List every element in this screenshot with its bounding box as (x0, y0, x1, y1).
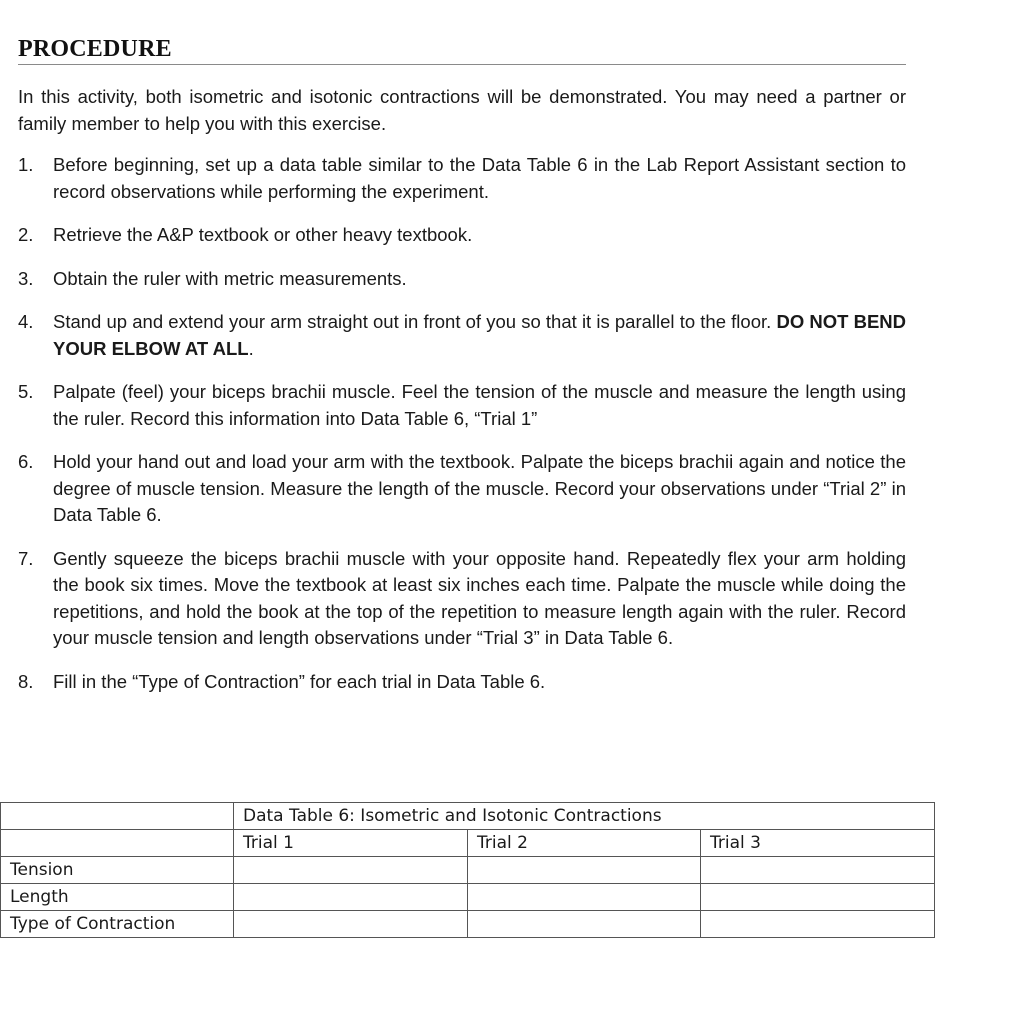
column-header-trial-1: Trial 1 (234, 830, 468, 857)
cell-tension-trial-1[interactable] (234, 857, 468, 884)
step-item (18, 266, 906, 293)
step-warning: DO NOT BEND YOUR ELBOW AT ALL (53, 311, 907, 359)
cell-type-trial-3[interactable] (701, 911, 935, 938)
cell-tension-trial-2[interactable] (468, 857, 701, 884)
table-header-blank (1, 830, 234, 857)
step-number: 7. (18, 547, 34, 569)
step-number: 4. (18, 311, 34, 332)
step-text: Hold your hand out and load your arm with the textbook. Palpate the biceps brachii again and notice the degree of muscle tension. Measure the length of the muscle. Record your observations under “Trial 2” in Data Table 6. (53, 451, 906, 525)
step-number: 8. (18, 670, 34, 692)
section-heading: PROCEDURE (18, 35, 906, 65)
step-number: 6. (18, 451, 34, 472)
step-item (18, 309, 906, 362)
step-text (53, 311, 906, 359)
procedure-steps (18, 152, 906, 712)
cell-length-trial-2[interactable] (468, 884, 701, 911)
cell-type-trial-2[interactable] (468, 911, 701, 938)
step-text: Fill in the “Type of Contraction” for each trial in Data Table 6. (53, 670, 546, 692)
step-text-main: Stand up and extend your arm straight out in front of you so that it is parallel to the floor. (53, 311, 772, 332)
table-row (1, 911, 935, 938)
step-text: Palpate (feel) your biceps brachii muscle. Feel the tension of the muscle and measure the length using the ruler. Record this information into Data Table 6, “Trial 1” (53, 381, 906, 429)
step-text: Before beginning, set up a data table similar to the Data Table 6 in the Lab Report Assistant section to record observations while performing the experiment. (53, 154, 906, 202)
step-number: 5. (18, 381, 34, 402)
column-header-trial-3: Trial 3 (701, 830, 935, 857)
step-text: Retrieve the A&P textbook or other heavy textbook. (53, 224, 473, 245)
cell-tension-trial-3[interactable] (701, 857, 935, 884)
row-label-type-of-contraction: Type of Contraction (1, 911, 234, 938)
step-item (18, 546, 906, 652)
step-item (18, 669, 906, 696)
step-text: Gently squeeze the biceps brachii muscle with your opposite hand. Repeatedly flex your arm holding the book six times. Move the textbook at least six inches each time. Palpate the muscle while doing the repetitions, and hold the book at the top of the repetition to measure length again with the ruler. Record your muscle tension and length observations under “Trial 3” in Data Table 6. (53, 547, 906, 648)
step-item (18, 449, 906, 529)
table-corner-cell (1, 803, 234, 830)
cell-length-trial-1[interactable] (234, 884, 468, 911)
step-item (18, 222, 906, 249)
step-text: Obtain the ruler with metric measurements. (53, 267, 407, 289)
step-number: 1. (18, 154, 34, 175)
step-number: 3. (18, 267, 34, 289)
row-label-tension: Tension (1, 857, 234, 884)
cell-type-trial-1[interactable] (234, 911, 468, 938)
cell-length-trial-3[interactable] (701, 884, 935, 911)
step-number: 2. (18, 224, 34, 245)
table-caption-row (1, 803, 935, 830)
data-table-6 (0, 802, 935, 938)
table-row (1, 857, 935, 884)
table-header-row (1, 830, 935, 857)
table-caption: Data Table 6: Isometric and Isotonic Contractions (234, 803, 935, 830)
step-item (18, 379, 906, 432)
step-item (18, 152, 906, 205)
row-label-length: Length (1, 884, 234, 911)
step-text-tail: . (248, 337, 254, 359)
intro-paragraph: In this activity, both isometric and isotonic contractions will be demonstrated. You may need a partner or family member to help you with this exercise. (18, 86, 906, 134)
column-header-trial-2: Trial 2 (468, 830, 701, 857)
table-row (1, 884, 935, 911)
